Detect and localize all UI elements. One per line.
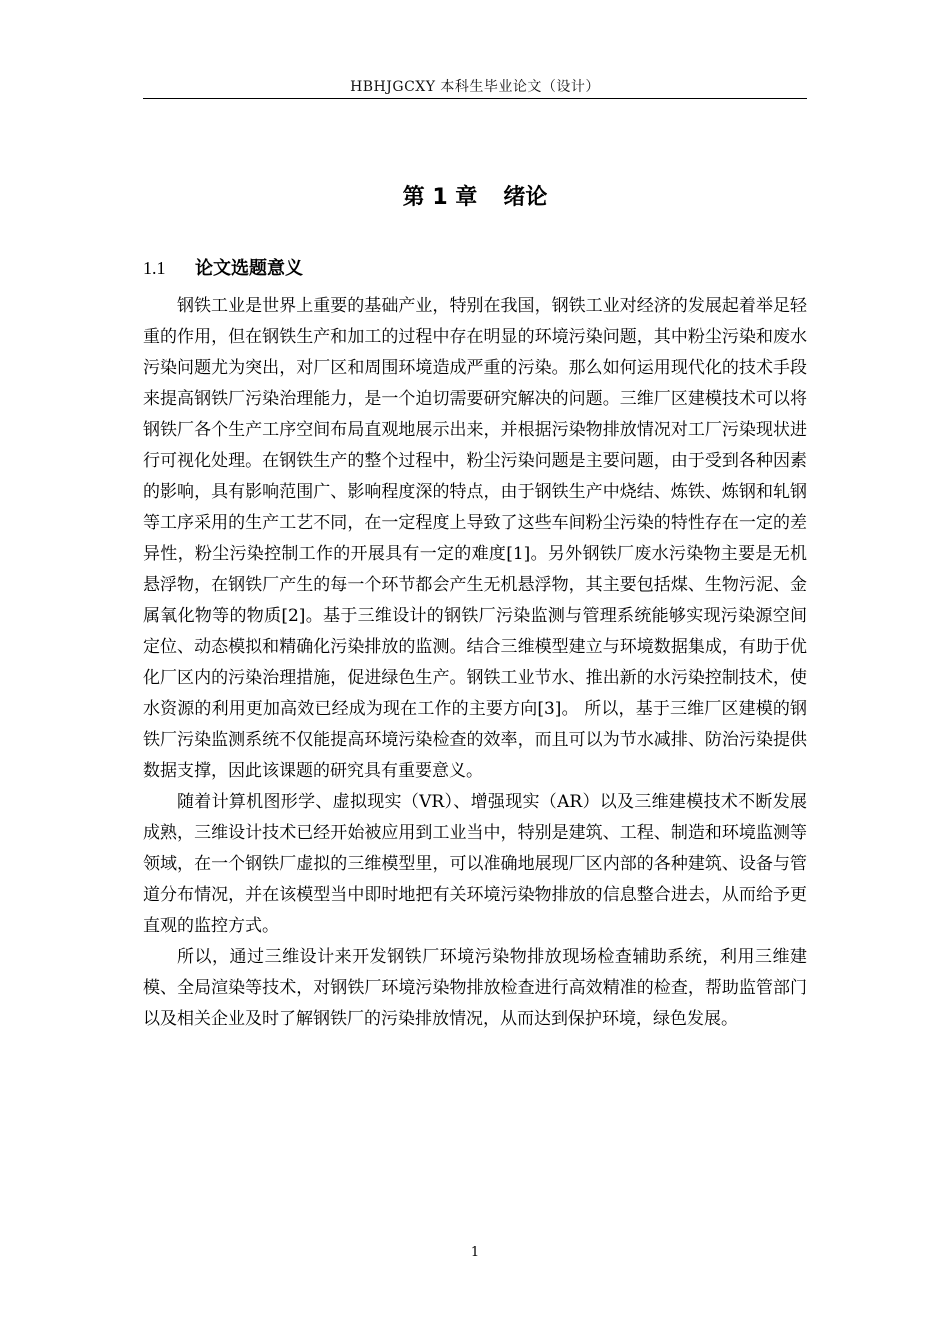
running-header: HBHJGCXY 本科生毕业论文（设计） xyxy=(350,79,600,95)
paragraph: 随着计算机图形学、虚拟现实（VR）、增强现实（AR）以及三维建模技术不断发展成熟，三维设计技术已经开始被应用到工业当中，特别是建筑、工程、制造和环境监测等领域，在一个钢铁厂虚拟的三维模型里，可以准确地展现厂区内部的各种建筑、设备与管道分布情况，并在该模型当中即时地把有关环境污染物排放的信息整合进去，从而给予更直观的监控方式。 xyxy=(143,792,807,936)
section-number: 1.1 xyxy=(143,258,166,278)
page-number: 1 xyxy=(470,1245,480,1260)
body-text xyxy=(143,291,807,1035)
header-divider xyxy=(143,98,807,99)
section-name: 论文选题意义 xyxy=(195,258,303,279)
chapter-name: 绪论 xyxy=(503,185,548,210)
section-heading xyxy=(143,254,303,280)
paragraph: 所以，通过三维设计来开发钢铁厂环境污染物排放现场检查辅助系统，利用三维建模、全局渲染等技术，对钢铁厂环境污染物排放检查进行高效精准的检查，帮助监管部门以及相关企业及时了解钢铁厂的污染排放情况，从而达到保护环境，绿色发展。 xyxy=(143,947,807,1029)
paragraph: 钢铁工业是世界上重要的基础产业，特别在我国，钢铁工业对经济的发展起着举足轻重的作用，但在钢铁生产和加工的过程中存在明显的环境污染问题，其中粉尘污染和废水污染问题尤为突出，对厂区和周围环境造成严重的污染。那么如何运用现代化的技术手段来提高钢铁厂污染治理能力，是一个迫切需要研究解决的问题。三维厂区建模技术可以将钢铁厂各个生产工序空间布局直观地展示出来，并根据污染物排放情况对工厂污染现状进行可视化处理。在钢铁生产的整个过程中，粉尘污染问题是主要问题，由于受到各种因素的影响，具有影响范围广、影响程度深的特点，由于钢铁生产中烧结、炼铁、炼钢和轧钢等工序采用的生产工艺不同，在一定程度上导致了这些车间粉尘污染的特性存在一定的差异性，粉尘污染控制工作的开展具有一定的难度[1]。另外钢铁厂废水污染物主要是无机悬浮物，在钢铁厂产生的每一个环节都会产生无机悬浮物，其主要包括煤、生物污泥、金属氧化物等的物质[2]。基于三维设计的钢铁厂污染监测与管理系统能够实现污染源空间定位、动态模拟和精确化污染排放的监测。结合三维模型建立与环境数据集成，有助于优化厂区内的污染治理措施，促进绿色生产。钢铁工业节水、推出新的水污染控制技术，使水资源的利用更加高效已经成为现在工作的主要方向[3]。 所以，基于三维厂区建模的钢铁厂污染监测系统不仅能提高环境污染检查的效率，而且可以为节水减排、防治污染提供数据支撑，因此该课题的研究具有重要意义。 xyxy=(143,296,807,781)
chapter-label: 第 1 章 xyxy=(402,185,478,210)
chapter-title xyxy=(143,180,807,211)
